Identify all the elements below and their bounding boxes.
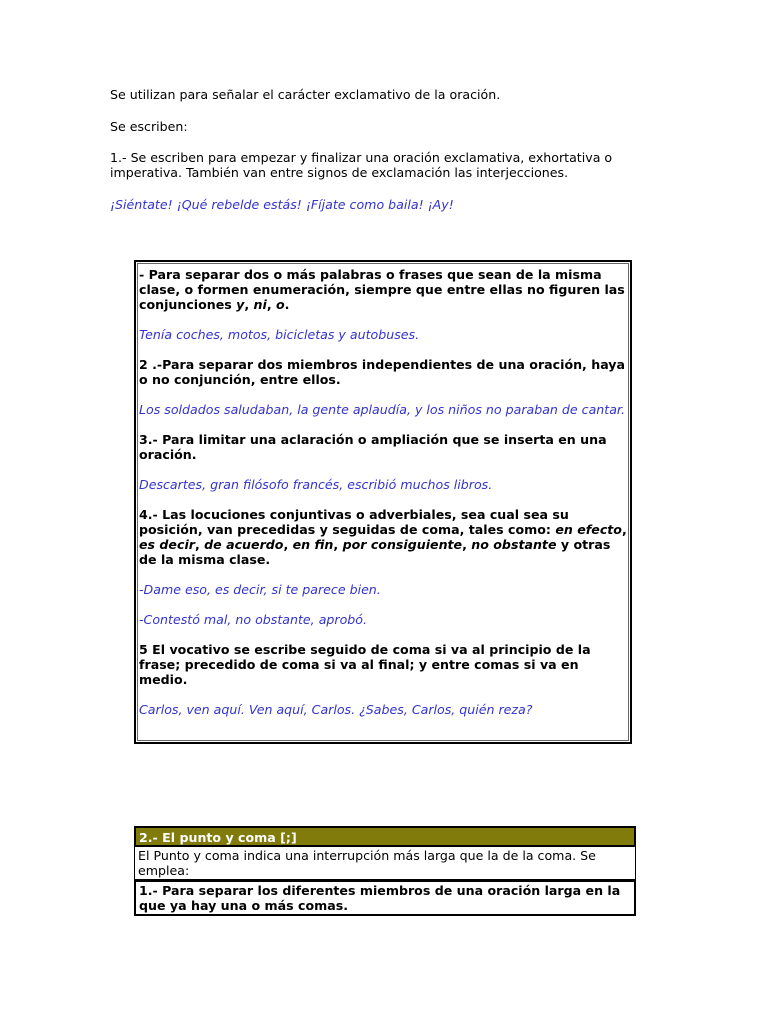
intro-line-3: 1.- Se escriben para empezar y finalizar una oración exclamativa, exhortativa o imperativa. También van entre signos de exclamación las interjecciones. bbox=[110, 150, 613, 180]
intro-line-2: Se escriben: bbox=[110, 119, 188, 134]
example-4b: -Contestó mal, no obstante, aprobó. bbox=[139, 612, 367, 627]
example-3: Descartes, gran filósofo francés, escribió muchos libros. bbox=[139, 477, 493, 492]
semicolon-header: 2.- El punto y coma [;] bbox=[134, 826, 636, 847]
semicolon-description: El Punto y coma indica una interrupción más larga que la de la coma. Se emplea: bbox=[134, 847, 636, 880]
comma-rules-table bbox=[134, 260, 632, 744]
rule-3: 3.- Para limitar una aclaración o ampliación que se inserta en una oración. bbox=[139, 432, 607, 462]
intro-line-1: Se utilizan para señalar el carácter exclamativo de la oración. bbox=[110, 87, 501, 102]
example-2: Los soldados saludaban, la gente aplaudía, y los niños no paraban de cantar. bbox=[139, 402, 625, 417]
example-4a: -Dame eso, es decir, si te parece bien. bbox=[139, 582, 381, 597]
rule-5: 5 El vocativo se escribe seguido de coma si va al principio de la frase; precedido de coma si va al final; y entre comas si va en medio. bbox=[139, 642, 591, 687]
comma-rules-cell bbox=[137, 263, 629, 741]
semicolon-rule-1: 1.- Para separar los diferentes miembros de una oración larga en la que ya hay una o más comas. bbox=[134, 880, 636, 916]
rule-1: - Para separar dos o más palabras o frases que sean de la misma clase, o formen enumeración, siempre que entre ellas no figuren las conjunciones y, ni, o. bbox=[139, 267, 625, 312]
intro-example: ¡Siéntate! ¡Qué rebelde estás! ¡Fíjate como baila! ¡Ay! bbox=[110, 197, 454, 212]
semicolon-table bbox=[134, 826, 636, 916]
example-1: Tenía coches, motos, bicicletas y autobuses. bbox=[139, 327, 420, 342]
rule-2: 2 .-Para separar dos miembros independientes de una oración, haya o no conjunción, entre ellos. bbox=[139, 357, 626, 387]
rule-4: 4.- Las locuciones conjuntivas o adverbiales, sea cual sea su posición, van precedidas y seguidas de coma, tales como: en efecto, es decir, de acuerdo, en fin, por consiguiente, no obstante y otras de la misma clase. bbox=[139, 507, 627, 567]
example-5: Carlos, ven aquí. Ven aquí, Carlos. ¿Sabes, Carlos, quién reza? bbox=[139, 702, 533, 717]
